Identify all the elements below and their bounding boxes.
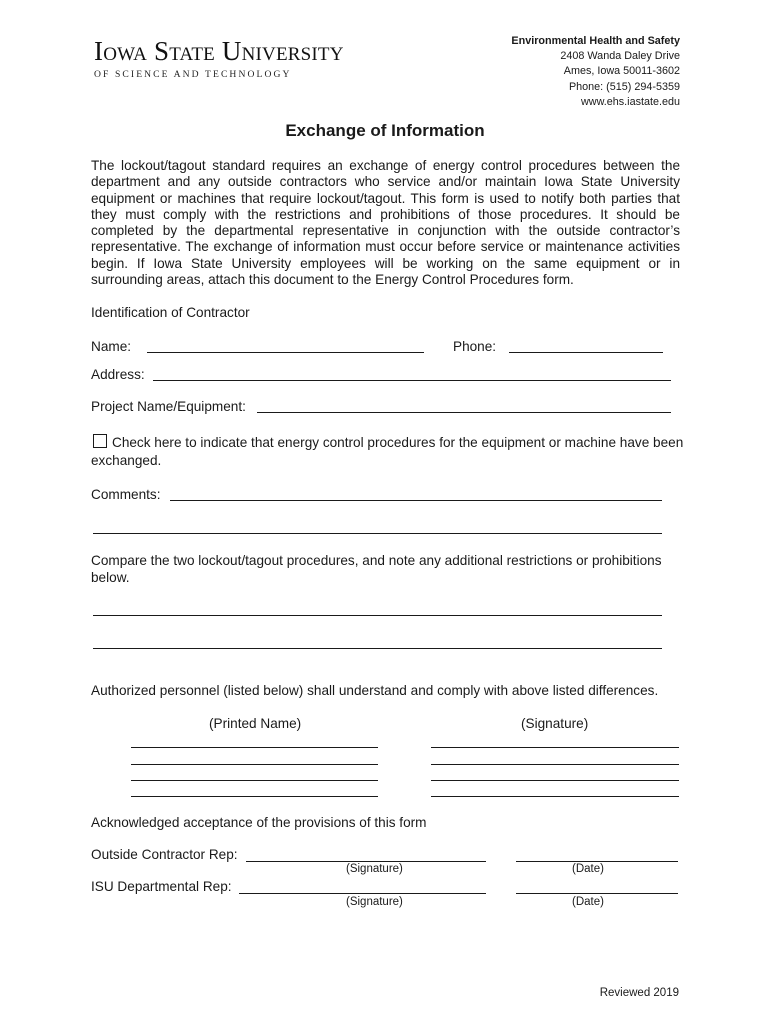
contractor-rep-signature-field[interactable] bbox=[246, 861, 486, 862]
comments-field-line-2[interactable] bbox=[93, 533, 662, 534]
department-address: 2408 Wanda Daley Drive bbox=[560, 50, 680, 63]
signature-header: (Signature) bbox=[521, 716, 589, 731]
project-field[interactable] bbox=[257, 412, 671, 413]
contractor-rep-date-field[interactable] bbox=[516, 861, 678, 862]
printed-name-line[interactable] bbox=[131, 796, 378, 797]
isu-rep-signature-caption: (Signature) bbox=[346, 896, 403, 908]
department-name: Environmental Health and Safety bbox=[511, 35, 680, 47]
signature-line[interactable] bbox=[431, 764, 679, 765]
authorized-statement: Authorized personnel (listed below) shall understand and comply with above listed differences. bbox=[91, 683, 659, 698]
signature-line[interactable] bbox=[431, 780, 679, 781]
isu-rep-date-caption: (Date) bbox=[572, 896, 604, 908]
department-phone: Phone: (515) 294-5359 bbox=[568, 80, 680, 93]
contractor-rep-date-caption: (Date) bbox=[572, 863, 604, 875]
department-city: Ames, Iowa 50011-3602 bbox=[563, 65, 680, 78]
printed-name-header: (Printed Name) bbox=[209, 716, 302, 731]
isu-rep-label: ISU Departmental Rep: bbox=[91, 879, 232, 894]
contractor-rep-label: Outside Contractor Rep: bbox=[91, 847, 238, 862]
printed-name-line[interactable] bbox=[131, 780, 378, 781]
comments-label: Comments: bbox=[91, 487, 161, 502]
name-label: Name: bbox=[91, 339, 132, 354]
page-title: Exchange of Information bbox=[285, 121, 485, 140]
intro-paragraph: The lockout/tagout standard requires an exchange of energy control procedures between the department and any outside contractors who service and/or maintain Iowa State University equipment or machines that require lockout/tagout. This form is used to notify both parties that they must comply with the restrictions and prohibitions of those procedures. It should be completed by the departmental representative in conjunction with the outside contractor’s representative. The exchange of information must occur before service or maintenance activities begin. If Iowa State University employees will be working on the same equipment or in surrounding areas, attach this document to the Energy Control Procedures form. bbox=[91, 158, 680, 288]
project-label: Project Name/Equipment: bbox=[91, 399, 246, 414]
signature-line[interactable] bbox=[431, 796, 679, 797]
printed-name-line[interactable] bbox=[131, 764, 378, 765]
phone-field[interactable] bbox=[509, 352, 663, 353]
contractor-section-label: Identification of Contractor bbox=[91, 305, 250, 320]
address-field[interactable] bbox=[153, 380, 671, 381]
phone-label: Phone: bbox=[453, 339, 497, 354]
name-field[interactable] bbox=[147, 352, 424, 353]
department-website[interactable]: www.ehs.iastate.edu bbox=[580, 95, 680, 108]
isu-rep-date-field[interactable] bbox=[516, 893, 678, 894]
department-contact-block bbox=[511, 34, 680, 110]
signature-line[interactable] bbox=[431, 747, 679, 748]
compare-field-line-2[interactable] bbox=[93, 648, 662, 649]
comments-field-line-1[interactable] bbox=[170, 500, 662, 501]
contractor-rep-signature-caption: (Signature) bbox=[346, 863, 403, 875]
compare-label: Compare the two lockout/tagout procedures, and note any additional restrictions or prohibitions below. bbox=[91, 553, 662, 585]
compare-field-line-1[interactable] bbox=[93, 615, 662, 616]
reviewed-date: Reviewed 2019 bbox=[599, 987, 679, 999]
university-logo-name: Iowa State University bbox=[94, 36, 344, 66]
isu-rep-signature-field[interactable] bbox=[239, 893, 486, 894]
exchange-checkbox-label: Check here to indicate that energy control procedures for the equipment or machine have been exchanged. bbox=[91, 435, 684, 468]
printed-name-line[interactable] bbox=[131, 747, 378, 748]
acceptance-heading: Acknowledged acceptance of the provisions of this form bbox=[91, 815, 427, 830]
address-label: Address: bbox=[91, 367, 145, 382]
university-logo-subtitle: OF SCIENCE AND TECHNOLOGY bbox=[94, 69, 292, 80]
